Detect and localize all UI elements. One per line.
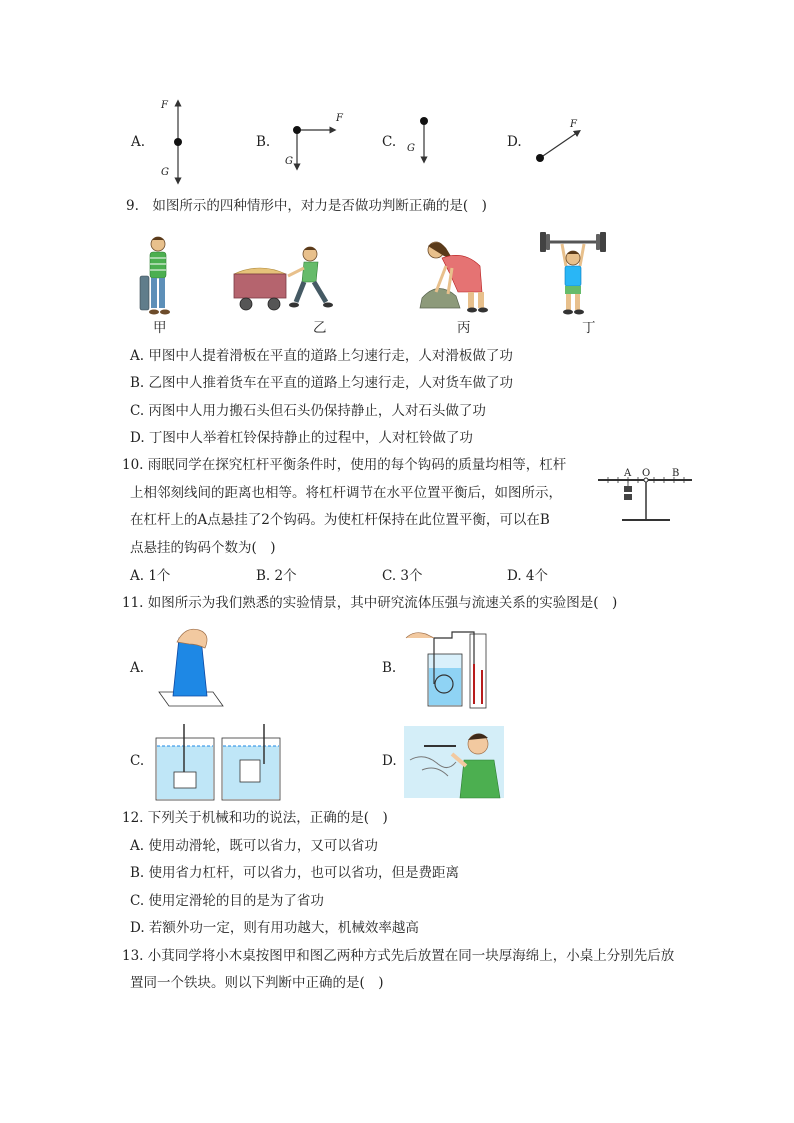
q12-option-b: B. 使用省力杠杆，可以省力，也可以省功，但是费距离 xyxy=(130,865,460,881)
q9-label-ding: 丁 xyxy=(582,320,596,336)
q8-a-weight-label: G xyxy=(161,167,169,178)
q8-c-weight-label: G xyxy=(407,143,415,154)
q9-figure-ding xyxy=(538,228,608,318)
q11-stem: 11. 如图所示为我们熟悉的实验情景，其中研究流体压强与流速关系的实验图是( ) xyxy=(122,595,618,611)
q11-figure-b-pressure-gauge xyxy=(404,624,496,712)
object-point xyxy=(174,138,182,146)
q8-option-b-diagram xyxy=(285,115,345,175)
q11-option-d-letter: D. xyxy=(382,753,397,769)
q9-label-bing: 丙 xyxy=(457,320,471,336)
object-point xyxy=(293,126,301,134)
q11-option-c-letter: C. xyxy=(130,753,145,769)
q9-figure-jia xyxy=(138,234,178,318)
q8-option-d-diagram xyxy=(532,118,587,166)
q9-stem: 9. 如图所示的四种情形中，对力是否做功判断正确的是( ) xyxy=(126,198,487,214)
q8-option-a-letter: A. xyxy=(131,134,146,150)
q13-line-1: 13. 小萁同学将小木桌按图甲和图乙两种方式先后放置在同一块厚海绵上，小桌上分别先后放 xyxy=(122,948,675,964)
q13-line-2: 置同一个铁块。则以下判断中正确的是( ) xyxy=(130,975,384,991)
q9-option-d: D. 丁图中人举着杠铃保持静止的过程中，人对杠铃做了功 xyxy=(130,430,473,446)
force-arrow-diagonal xyxy=(540,132,578,158)
q9-option-b: B. 乙图中人推着货车在平直的道路上匀速行走，人对货车做了功 xyxy=(130,375,514,391)
q8-a-force-label: F xyxy=(161,100,168,111)
q10-option-b: B. 2个 xyxy=(256,568,297,584)
q8-option-c-diagram xyxy=(410,112,440,167)
q10-line-4: 点悬挂的钩码个数为( ) xyxy=(130,540,276,556)
q12-option-a: A. 使用动滑轮，既可以省力，又可以省功 xyxy=(130,838,378,854)
q9-figure-bing xyxy=(412,236,497,314)
q12-option-d: D. 若额外功一定，则有用功越大，机械效率越高 xyxy=(130,920,419,936)
q11-option-a-letter: A. xyxy=(130,660,145,676)
q10-label-o: O xyxy=(642,468,651,479)
q10-option-c: C. 3个 xyxy=(382,568,423,584)
q11-figure-d-blowing-paper xyxy=(404,726,504,798)
q8-option-c-letter: C. xyxy=(382,134,397,150)
q10-line-3: 在杠杆上的A点悬挂了2个钩码。为使杠杆保持在此位置平衡，可以在B xyxy=(130,512,550,528)
q8-b-force-label: F xyxy=(336,113,343,124)
q10-option-d: D. 4个 xyxy=(507,568,549,584)
q9-label-jia: 甲 xyxy=(153,320,167,336)
q10-label-b: B xyxy=(672,468,680,479)
q8-option-b-letter: B. xyxy=(256,134,271,150)
q8-b-weight-label: G xyxy=(285,156,293,167)
q10-label-a: A xyxy=(624,468,632,479)
q10-option-a: A. 1个 xyxy=(130,568,171,584)
object-point xyxy=(420,117,428,125)
q12-stem: 12. 下列关于机械和功的说法，正确的是( ) xyxy=(122,810,388,826)
q11-figure-a-inverted-cup xyxy=(155,626,227,708)
q8-d-force-label: F xyxy=(570,119,577,130)
q9-figure-yi xyxy=(230,242,335,314)
q12-option-c: C. 使用定滑轮的目的是为了省功 xyxy=(130,893,324,909)
q9-label-yi: 乙 xyxy=(313,320,327,336)
q10-line-1: 10. 雨眠同学在探究杠杆平衡条件时，使用的每个钩码的质量均相等，杠杆 xyxy=(122,457,567,473)
q9-option-c: C. 丙图中人用力搬石头但石头仍保持静止，人对石头做了功 xyxy=(130,403,486,419)
q11-option-b-letter: B. xyxy=(382,660,397,676)
object-point xyxy=(536,154,544,162)
q10-line-2: 上相邻刻线间的距离也相等。将杠杆调节在水平位置平衡后，如图所示， xyxy=(130,485,562,501)
q11-figure-c-beakers xyxy=(152,724,284,802)
q8-option-d-letter: D. xyxy=(507,134,522,150)
q9-option-a: A. 甲图中人提着滑板在平直的道路上匀速行走，人对滑板做了功 xyxy=(130,348,513,364)
